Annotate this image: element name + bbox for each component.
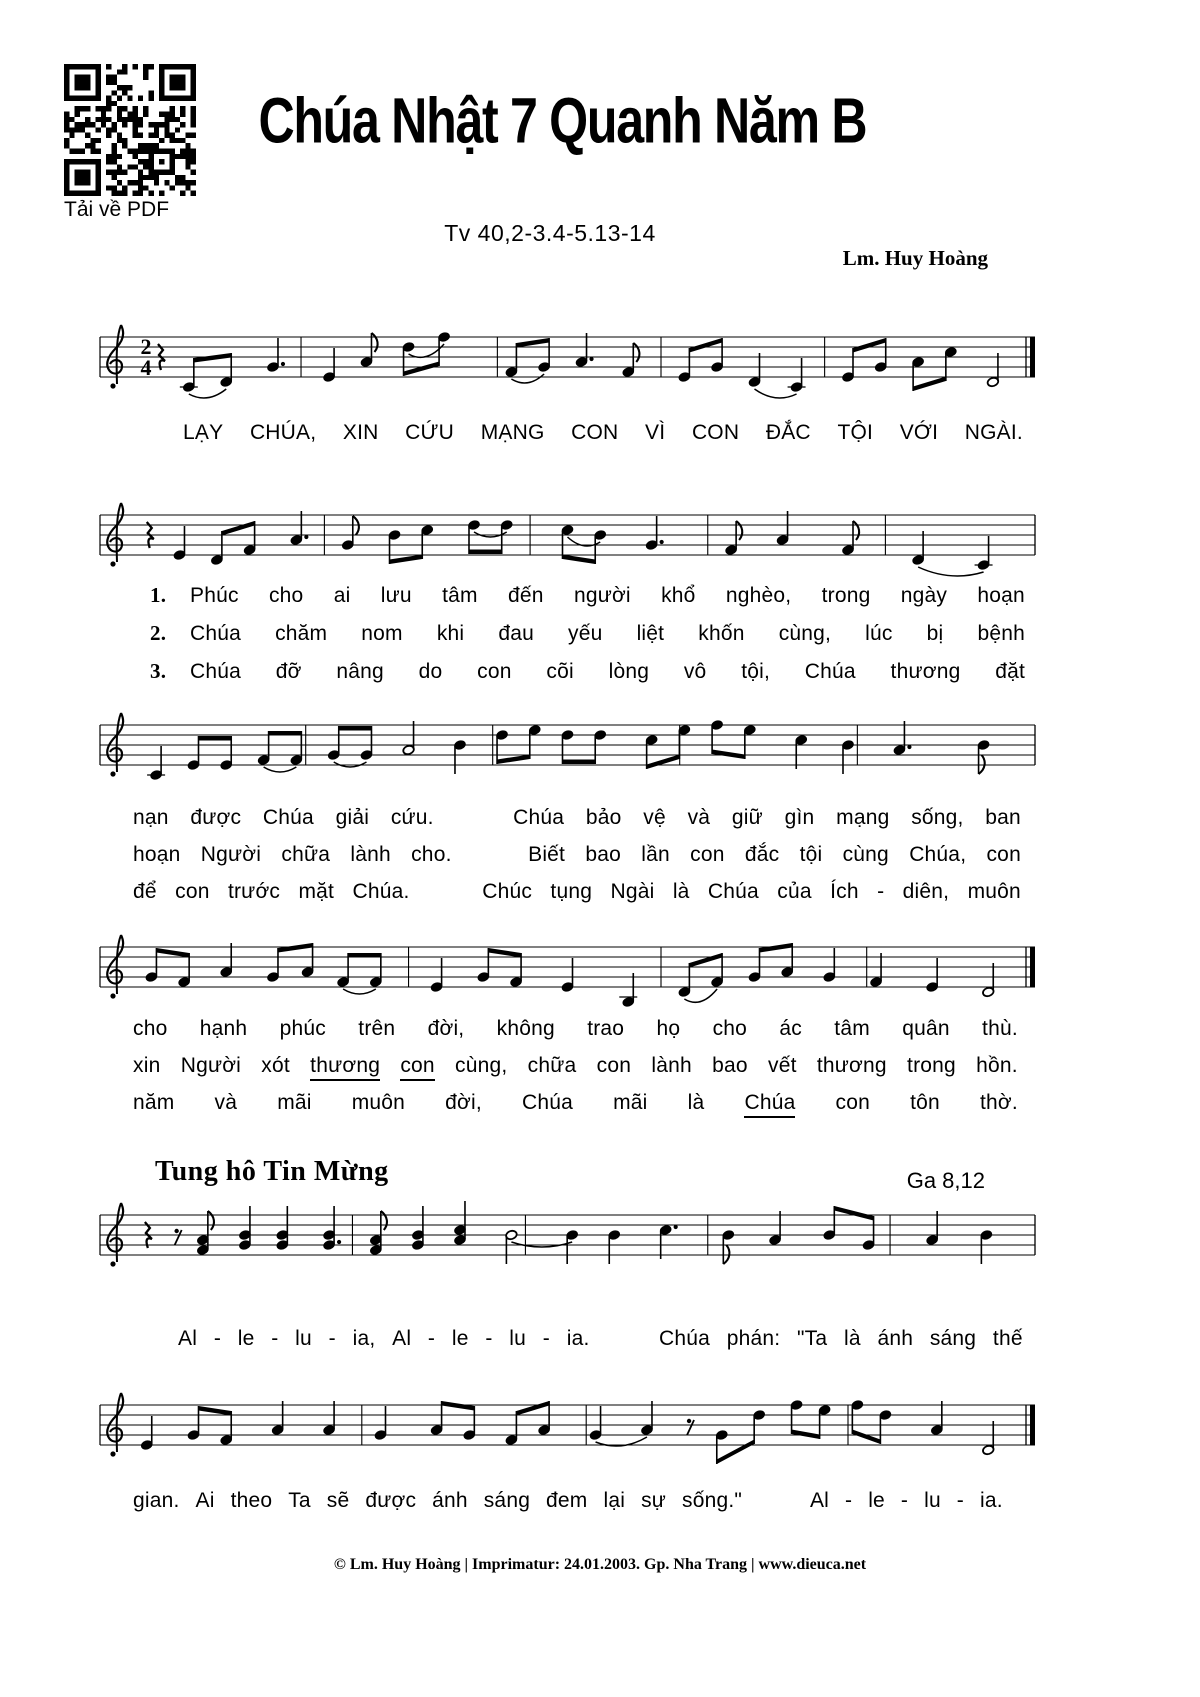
- lyric-word: con: [690, 843, 725, 866]
- lyric-word: nâng: [336, 660, 384, 683]
- lyric-word: đắc: [744, 843, 780, 866]
- lyric-word: đặt: [995, 660, 1025, 683]
- lyric-word: đến: [508, 584, 544, 607]
- lyric-word: Chúa,: [909, 843, 967, 866]
- lyric-word: đời,: [427, 1017, 465, 1040]
- lyric-word: họ: [656, 1017, 681, 1040]
- lyric-word: mãi: [613, 1091, 648, 1114]
- composer-credit: Lm. Huy Hoàng: [842, 246, 988, 270]
- lyric-word: là: [687, 1091, 705, 1114]
- alleluia-lyrics: [178, 1326, 1023, 1352]
- lyric-word: [428, 879, 464, 905]
- lyric-word: ác: [779, 1017, 802, 1040]
- lyric-word: cùng,: [778, 622, 832, 645]
- lyric-word: nạn: [133, 806, 169, 829]
- lyric-word: bao: [585, 843, 621, 866]
- lyric-word: tâm: [834, 1017, 870, 1040]
- lyric-word: Người: [180, 1054, 242, 1077]
- lyric-word: Phúc: [190, 584, 239, 607]
- lyric-word: tội: [799, 843, 823, 866]
- lyric-word: khi: [436, 622, 465, 645]
- lyric-word: và: [687, 806, 711, 829]
- lyric-word: -: [845, 1489, 853, 1512]
- lyric-word: thờ.: [979, 1091, 1018, 1114]
- lyric-word: VÌ: [645, 421, 666, 444]
- lyric-word: giải: [335, 806, 370, 829]
- lyric-word: lu: [924, 1489, 941, 1512]
- lyric-word: nghèo,: [725, 584, 792, 607]
- lyric-word: Al: [392, 1327, 412, 1350]
- verse-line-2: [150, 621, 1025, 647]
- lyric-word: thương: [890, 660, 961, 683]
- lyric-word: -: [213, 1327, 222, 1350]
- lyric-word: quân: [902, 1017, 950, 1040]
- staff-1: [0, 262, 1200, 432]
- lyric-word: vết: [768, 1054, 797, 1077]
- section-heading: Tung hô Tin Mừng: [155, 1156, 389, 1187]
- lyric-word: Al: [178, 1327, 198, 1350]
- lyric-word: lòng: [608, 660, 650, 683]
- lyric-word: vô: [683, 660, 707, 683]
- lyric-word: chữa: [281, 843, 331, 866]
- staff-6: [0, 1330, 1200, 1500]
- lyric-word: năm: [133, 1091, 175, 1114]
- lyric-word: hồn.: [976, 1054, 1018, 1077]
- lyric-word: [472, 842, 508, 868]
- svg-text:2: 2: [140, 334, 152, 359]
- lyric-word: -: [877, 880, 885, 903]
- lyric-word: con: [175, 880, 210, 903]
- lyric-word: Chúa: [707, 880, 759, 903]
- lyric-word: TỘI: [837, 421, 874, 444]
- lyric-word: yếu: [568, 622, 603, 645]
- lyric-word: tụng: [550, 880, 593, 903]
- lyric-word: tôn: [910, 1091, 940, 1114]
- lyric-word: thương: [310, 1053, 380, 1081]
- lyric-word: của: [777, 880, 812, 903]
- lyric-word: CHÚA,: [249, 421, 317, 444]
- verse-number: 2.: [150, 621, 167, 645]
- lyric-word: là: [843, 1327, 861, 1350]
- lyric-word: thương: [816, 1054, 887, 1077]
- lyric-word: lần: [641, 843, 670, 866]
- psalm-reference: Tv 40,2-3.4-5.13-14: [444, 220, 656, 246]
- lyric-word: bao: [712, 1054, 748, 1077]
- lyric-word: bảo: [585, 806, 622, 829]
- lyric-word: mãi: [277, 1091, 312, 1114]
- lyric-word: trao: [587, 1017, 625, 1040]
- lyric-word: Chúa: [658, 1327, 710, 1350]
- lyric-word: con: [835, 1091, 871, 1114]
- lyric-word: ánh: [432, 1489, 468, 1512]
- lyric-word: CON: [691, 421, 740, 444]
- lyric-word: Ngài: [610, 880, 655, 903]
- lyric-word: và: [214, 1091, 238, 1114]
- lyric-word: sáng: [483, 1489, 531, 1512]
- lyric-word: -: [900, 1489, 909, 1512]
- refrain-lyrics: [183, 420, 1023, 446]
- lyric-word: [606, 1326, 642, 1352]
- lyric-word: thù.: [982, 1017, 1018, 1040]
- lyric-word: khổ: [661, 584, 696, 607]
- lyric-word: -: [485, 1327, 493, 1350]
- lyric-word: Chúa: [513, 806, 565, 829]
- lyric-word: cùng: [842, 843, 889, 866]
- lyric-word: [455, 805, 491, 831]
- lyric-word: Chúc: [482, 880, 533, 903]
- verse-number: 3.: [150, 659, 167, 683]
- lyric-word: khốn: [698, 622, 745, 645]
- lyric-word: theo: [230, 1489, 273, 1512]
- lyric-word: đem: [546, 1489, 588, 1512]
- lyric-word: ia.: [566, 1327, 590, 1350]
- verse-line-3: [150, 659, 1025, 685]
- lyric-line-end-2: [133, 1053, 1018, 1081]
- lyric-word: ban: [985, 806, 1021, 829]
- lyric-word: hạnh: [199, 1017, 248, 1040]
- lyric-word: -: [328, 1327, 336, 1350]
- lyric-word: trong: [821, 584, 871, 607]
- lyric-word: được: [365, 1489, 417, 1512]
- lyric-word: xin: [133, 1054, 161, 1077]
- lyric-word: XIN: [342, 421, 379, 444]
- verse-words: [190, 659, 1025, 685]
- lyric-word: Chúa: [804, 660, 856, 683]
- lyric-word: Ích: [830, 880, 859, 903]
- lyric-word: Chúa: [190, 660, 242, 683]
- lyric-word: hoạn: [133, 843, 181, 866]
- lyric-word: không: [496, 1017, 555, 1040]
- lyric-word: Ta: [288, 1489, 311, 1512]
- gospel-reference: Ga 8,12: [906, 1168, 985, 1193]
- lyric-word: -: [427, 1327, 436, 1350]
- lyric-line-mid-1: [133, 805, 1021, 831]
- lyric-word: phán:: [726, 1327, 781, 1350]
- lyric-word: trong: [907, 1054, 956, 1077]
- lyric-word: chữa: [527, 1054, 577, 1077]
- lyric-word: lành: [350, 843, 391, 866]
- lyric-word: con: [596, 1054, 632, 1077]
- lyric-word: "Ta: [797, 1327, 828, 1350]
- footer-credit: © Lm. Huy Hoàng | Imprimatur: 24.01.2003. Gp. Nha Trang | www.dieuca.net: [333, 1556, 867, 1573]
- lyric-word: -: [542, 1327, 550, 1350]
- lyric-word: sự: [641, 1489, 667, 1512]
- lyric-word: lu: [509, 1327, 527, 1350]
- final-lyrics: [133, 1488, 1003, 1514]
- lyric-word: cho: [133, 1017, 168, 1040]
- lyric-word: xót: [261, 1054, 290, 1077]
- lyric-word: lúc: [865, 622, 893, 645]
- pdf-download-link[interactable]: Tải về PDF: [64, 198, 170, 221]
- lyric-word: mặt: [298, 880, 335, 903]
- lyric-word: liệt: [636, 622, 665, 645]
- lyric-line-mid-3: [133, 879, 1021, 905]
- lyric-word: Chúa: [744, 1090, 795, 1118]
- lyric-word: -: [271, 1327, 279, 1350]
- lyric-word: muôn: [967, 880, 1021, 903]
- lyric-word: ĐẮC: [765, 421, 811, 444]
- lyric-word: [758, 1488, 794, 1514]
- title-wrap: [0, 85, 1124, 157]
- lyric-word: tâm: [442, 584, 478, 607]
- lyric-word: ánh: [877, 1327, 914, 1350]
- lyric-word: trước: [227, 880, 281, 903]
- lyric-word: trên: [358, 1017, 396, 1040]
- lyric-word: bị: [926, 622, 944, 645]
- lyric-word: phúc: [279, 1017, 326, 1040]
- lyric-word: le: [451, 1327, 469, 1350]
- lyric-word: cõi: [546, 660, 574, 683]
- lyric-word: Ai: [195, 1489, 215, 1512]
- lyric-word: diên,: [902, 880, 950, 903]
- lyric-word: bệnh: [977, 622, 1025, 645]
- verse-line-1: [150, 583, 1025, 609]
- lyric-word: mạng: [836, 806, 890, 829]
- lyric-word: MẠNG: [480, 421, 545, 444]
- lyric-word: sáng: [929, 1327, 977, 1350]
- lyric-word: lại: [603, 1489, 626, 1512]
- lyric-word: đau: [498, 622, 534, 645]
- page-title: Chúa Nhật 7 Quanh Năm B: [258, 85, 866, 157]
- lyric-word: cùng,: [455, 1054, 508, 1077]
- verse-number: 1.: [150, 583, 167, 607]
- lyric-word: tội,: [741, 660, 771, 683]
- lyric-word: Chúa.: [352, 880, 410, 903]
- lyric-word: là: [672, 880, 690, 903]
- lyric-word: CỨU: [405, 421, 455, 444]
- lyric-word: Người: [200, 843, 262, 866]
- lyric-word: ia.: [979, 1489, 1003, 1512]
- lyric-word: Chúa: [190, 622, 242, 645]
- lyric-word: ai: [333, 584, 351, 607]
- lyric-word: Al: [809, 1489, 830, 1512]
- lyric-word: lưu: [380, 584, 412, 607]
- lyric-word: VỚI: [899, 421, 939, 444]
- lyric-word: -: [956, 1489, 964, 1512]
- svg-text:4: 4: [140, 355, 152, 380]
- lyric-word: Biết: [528, 843, 566, 866]
- lyric-word: được: [190, 806, 242, 829]
- lyric-word: NGÀI.: [964, 421, 1023, 444]
- lyric-word: Chúa: [262, 806, 314, 829]
- lyric-word: gìn: [784, 806, 815, 829]
- lyric-word: muôn: [351, 1091, 406, 1114]
- lyric-word: lu: [295, 1327, 312, 1350]
- lyric-word: ngày: [900, 584, 948, 607]
- lyric-word: ia,: [352, 1327, 376, 1350]
- lyric-word: hoạn: [977, 584, 1025, 607]
- lyric-word: chăm: [275, 622, 328, 645]
- lyric-word: đỡ: [275, 660, 302, 683]
- lyric-word: le: [868, 1489, 885, 1512]
- lyric-line-mid-2: [133, 842, 1021, 868]
- lyric-word: vệ: [643, 806, 666, 829]
- lyric-word: le: [237, 1327, 255, 1350]
- lyric-word: sống,: [911, 806, 964, 829]
- lyric-word: cho.: [411, 843, 452, 866]
- lyric-word: người: [573, 584, 631, 607]
- lyric-word: sống.": [682, 1489, 743, 1512]
- lyric-word: đời,: [445, 1091, 482, 1114]
- lyric-word: cho: [268, 584, 304, 607]
- lyric-word: con: [477, 660, 512, 683]
- lyric-word: thế: [992, 1327, 1023, 1350]
- lyric-word: CON: [571, 421, 619, 444]
- lyric-word: để: [133, 880, 157, 903]
- lyric-word: gian.: [133, 1489, 180, 1512]
- lyric-word: cứu.: [390, 806, 434, 829]
- lyric-word: lành: [651, 1054, 692, 1077]
- lyric-word: giữ: [731, 806, 763, 829]
- lyric-word: sẽ: [326, 1489, 350, 1512]
- lyric-word: con: [986, 843, 1021, 866]
- lyric-word: nom: [361, 622, 403, 645]
- lyric-word: Chúa: [522, 1091, 574, 1114]
- lyric-word: cho: [712, 1017, 748, 1040]
- lyric-word: LẠY: [183, 421, 224, 444]
- lyric-line-end-1: [133, 1016, 1018, 1042]
- lyric-word: con: [400, 1053, 434, 1081]
- lyric-word: do: [418, 660, 443, 683]
- verse-words: [190, 621, 1025, 647]
- lyric-line-end-3: [133, 1090, 1018, 1118]
- verse-words: [190, 583, 1025, 609]
